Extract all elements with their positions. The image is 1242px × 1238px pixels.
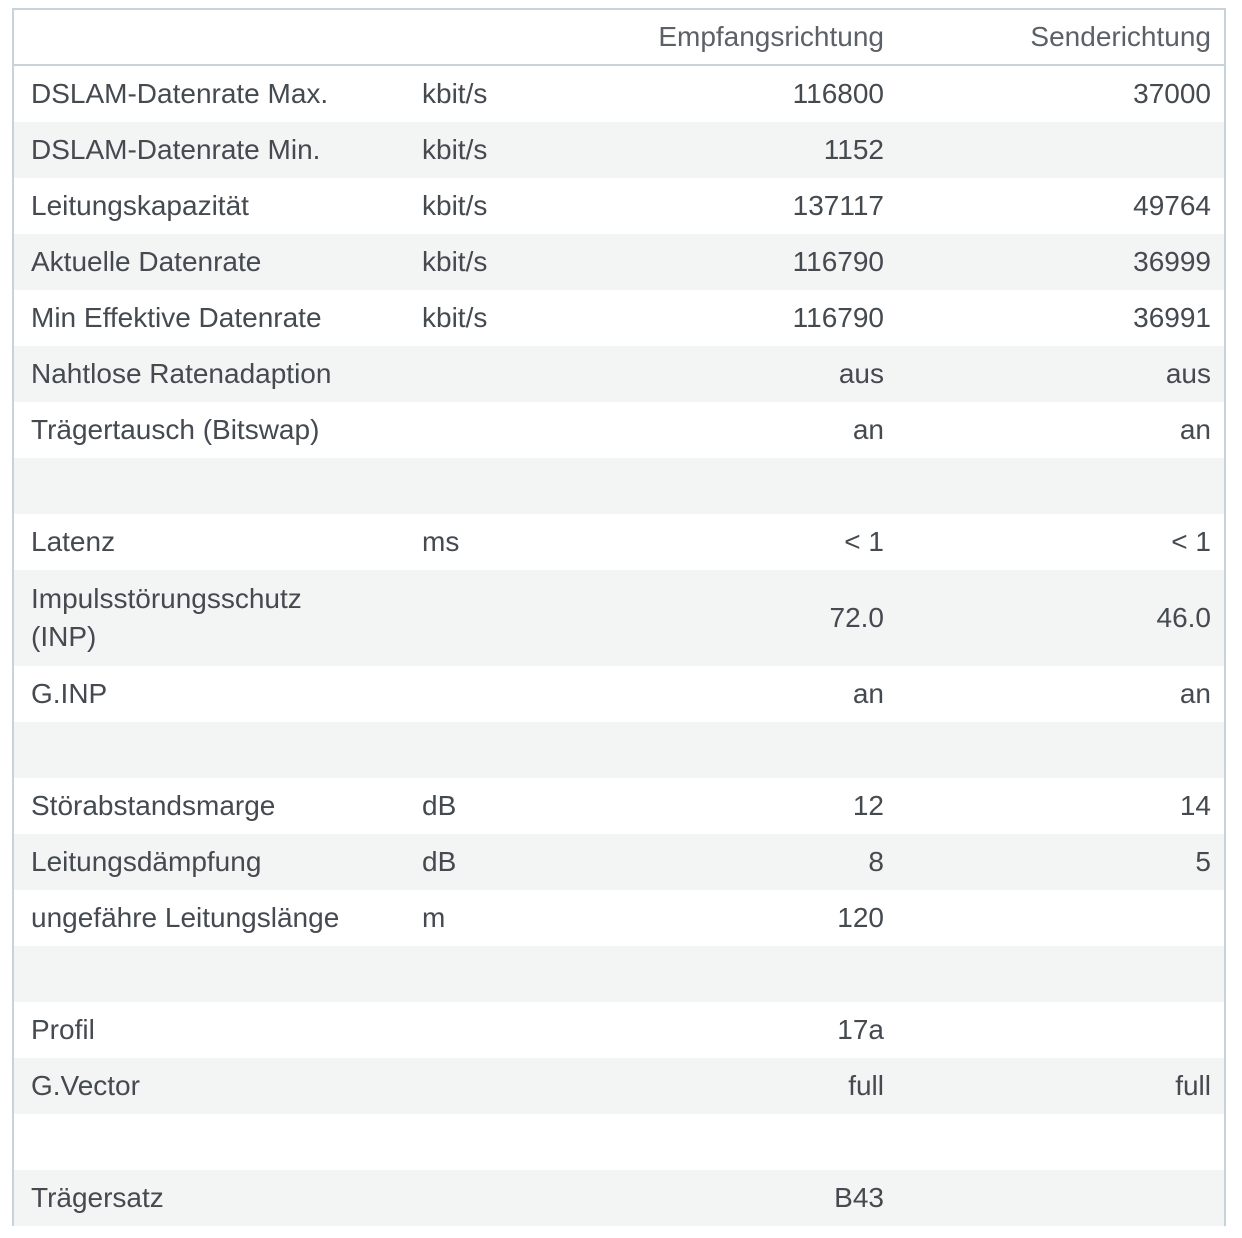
row-receive-value: 120 <box>837 902 884 933</box>
row-unit: kbit/s <box>422 246 488 277</box>
table-header <box>14 10 1224 66</box>
row-label: Profil <box>31 1014 95 1045</box>
row-label: Trägersatz <box>31 1182 164 1213</box>
table-row <box>14 178 1224 234</box>
row-send-value: 49764 <box>1133 190 1211 221</box>
table-row <box>14 890 1224 946</box>
table-row <box>14 570 1224 666</box>
row-unit: m <box>422 902 446 933</box>
row-receive-value: < 1 <box>844 526 884 557</box>
row-receive-value: full <box>848 1070 884 1101</box>
row-label: Leitungskapazität <box>31 190 249 221</box>
row-label: Aktuelle Datenrate <box>31 246 262 277</box>
row-unit: dB <box>422 790 457 821</box>
table-row <box>14 722 1224 778</box>
row-receive-value: 116790 <box>792 246 884 277</box>
row-send-value: 36999 <box>1133 246 1211 277</box>
row-receive-value: B43 <box>834 1182 884 1213</box>
row-unit: kbit/s <box>422 134 488 165</box>
row-receive-value: 8 <box>868 846 884 877</box>
row-label: G.Vector <box>31 1070 140 1101</box>
table-row <box>14 122 1224 178</box>
row-send-value: 14 <box>1179 790 1211 821</box>
table-row <box>14 778 1224 834</box>
dsl-info-table <box>12 8 1226 1226</box>
row-unit: dB <box>422 846 457 877</box>
row-send-value: an <box>1179 678 1211 709</box>
row-label: Trägertausch (Bitswap) <box>31 414 320 445</box>
row-label: Leitungsdämpfung <box>31 846 262 877</box>
row-receive-value: an <box>852 678 884 709</box>
table-row <box>14 514 1224 570</box>
row-send-value: 36991 <box>1133 302 1211 333</box>
row-label: Nahtlose Ratenadaption <box>31 358 332 389</box>
table-row <box>14 290 1224 346</box>
row-receive-value: 72.0 <box>829 602 884 633</box>
row-label: G.INP <box>31 678 108 709</box>
table-row <box>14 1058 1224 1114</box>
row-receive-value: aus <box>838 358 884 389</box>
row-send-value: aus <box>1165 358 1211 389</box>
row-receive-value: 1152 <box>823 134 884 165</box>
row-label: DSLAM-Datenrate Max. <box>31 78 329 109</box>
table-row <box>14 458 1224 514</box>
row-label: Latenz <box>31 526 116 557</box>
row-label: Störabstandsmarge <box>31 790 276 821</box>
row-unit: kbit/s <box>422 190 488 221</box>
row-label: Min Effektive Datenrate <box>31 302 322 333</box>
table-row <box>14 946 1224 1002</box>
table-row <box>14 66 1224 122</box>
header-send-direction: Senderichtung <box>1030 21 1211 52</box>
row-send-value: 37000 <box>1133 78 1211 109</box>
row-receive-value: 137117 <box>792 190 884 221</box>
header-receive-direction: Empfangsrichtung <box>658 21 884 52</box>
table-row <box>14 1002 1224 1058</box>
row-receive-value: 116800 <box>792 78 884 109</box>
row-unit: kbit/s <box>422 78 488 109</box>
row-send-value: < 1 <box>1171 526 1211 557</box>
row-receive-value: 17a <box>837 1014 884 1045</box>
row-unit: ms <box>422 526 460 557</box>
row-unit: kbit/s <box>422 302 488 333</box>
row-receive-value: 116790 <box>792 302 884 333</box>
row-send-value: an <box>1179 414 1211 445</box>
row-receive-value: 12 <box>852 790 884 821</box>
row-receive-value: an <box>852 414 884 445</box>
row-label: Impulsstörungsschutz (INP) <box>31 583 302 652</box>
row-send-value: 5 <box>1195 846 1211 877</box>
table-row <box>14 346 1224 402</box>
row-label: ungefähre Leitungslänge <box>31 902 340 933</box>
table-row <box>14 234 1224 290</box>
table-row <box>14 666 1224 722</box>
table-row <box>14 402 1224 458</box>
table-row <box>14 834 1224 890</box>
table-row <box>14 1170 1224 1226</box>
row-send-value: full <box>1175 1070 1211 1101</box>
row-label: DSLAM-Datenrate Min. <box>31 134 321 165</box>
row-send-value: 46.0 <box>1156 602 1211 633</box>
table-row <box>14 1114 1224 1170</box>
